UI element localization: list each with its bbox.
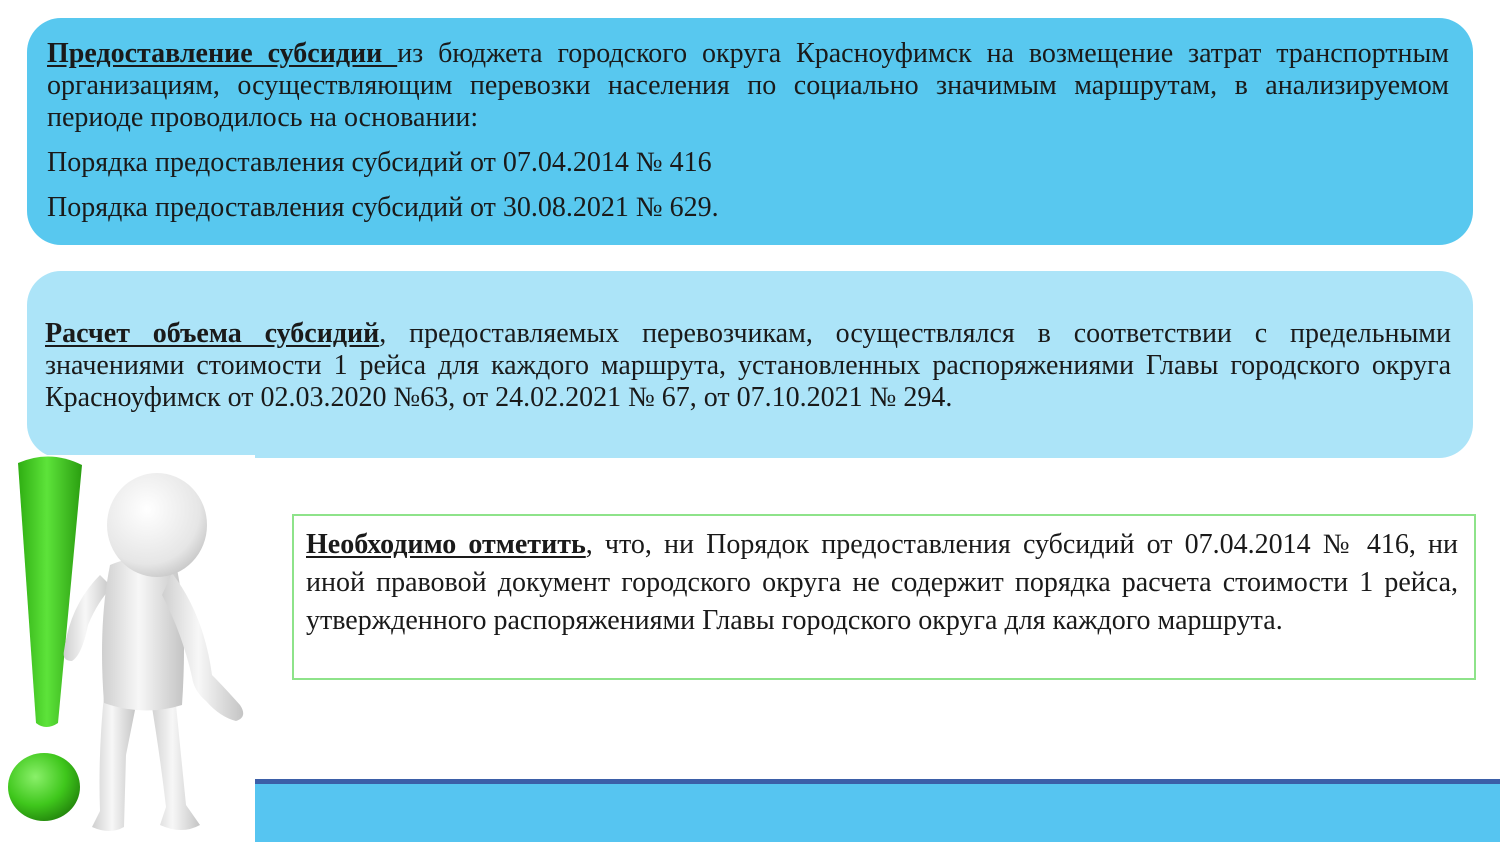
subsidy-calculation-text: , предоставляемых перевозчикам, осуществлялся в соответствии с предельными значениями стоимости 1 рейса для каждого маршрута, установленных распоряжениями Главы городского округа Красноуфимск от 02.03.2020 №63, от 24.02.2021 № 67, от 07.10.2021 № 294. bbox=[45, 318, 1452, 413]
subsidy-basis-paragraph bbox=[47, 38, 1449, 134]
note-text: , что, ни Порядок предоставления субсидий от 07.04.2014 № 416, ни иной правовой документ городского округа не содержит порядка расчета стоимости 1 рейса, утвержденного распоряжениями Главы городского округа для каждого маршрута. bbox=[306, 529, 1458, 636]
person-with-exclamation-mark-icon bbox=[0, 455, 255, 842]
note-box bbox=[292, 514, 1476, 680]
subsidy-basis-panel bbox=[27, 18, 1473, 245]
note-paragraph bbox=[306, 526, 1458, 640]
figure-illustration bbox=[0, 455, 255, 842]
note-heading: Необходимо отметить bbox=[306, 529, 586, 560]
subsidy-basis-text: из бюджета городского округа Красноуфимск на возмещение затрат транспортным организациям, осуществляющим перевозки населения по социально значимым маршрутам, в анализируемом периоде проводилось на основании: bbox=[47, 38, 1450, 133]
basis-item-1: Порядка предоставления субсидий от 07.04.2014 № 416 bbox=[47, 147, 712, 178]
basis-item-2: Порядка предоставления субсидий от 30.08.2021 № 629. bbox=[47, 192, 719, 223]
subsidy-calculation-paragraph bbox=[45, 318, 1451, 414]
subsidy-calculation-panel bbox=[27, 271, 1473, 458]
subsidy-basis-heading: Предоставление субсидии bbox=[47, 38, 398, 69]
subsidy-calculation-heading: Расчет объема субсидий bbox=[45, 318, 380, 349]
bottom-band bbox=[254, 779, 1500, 842]
